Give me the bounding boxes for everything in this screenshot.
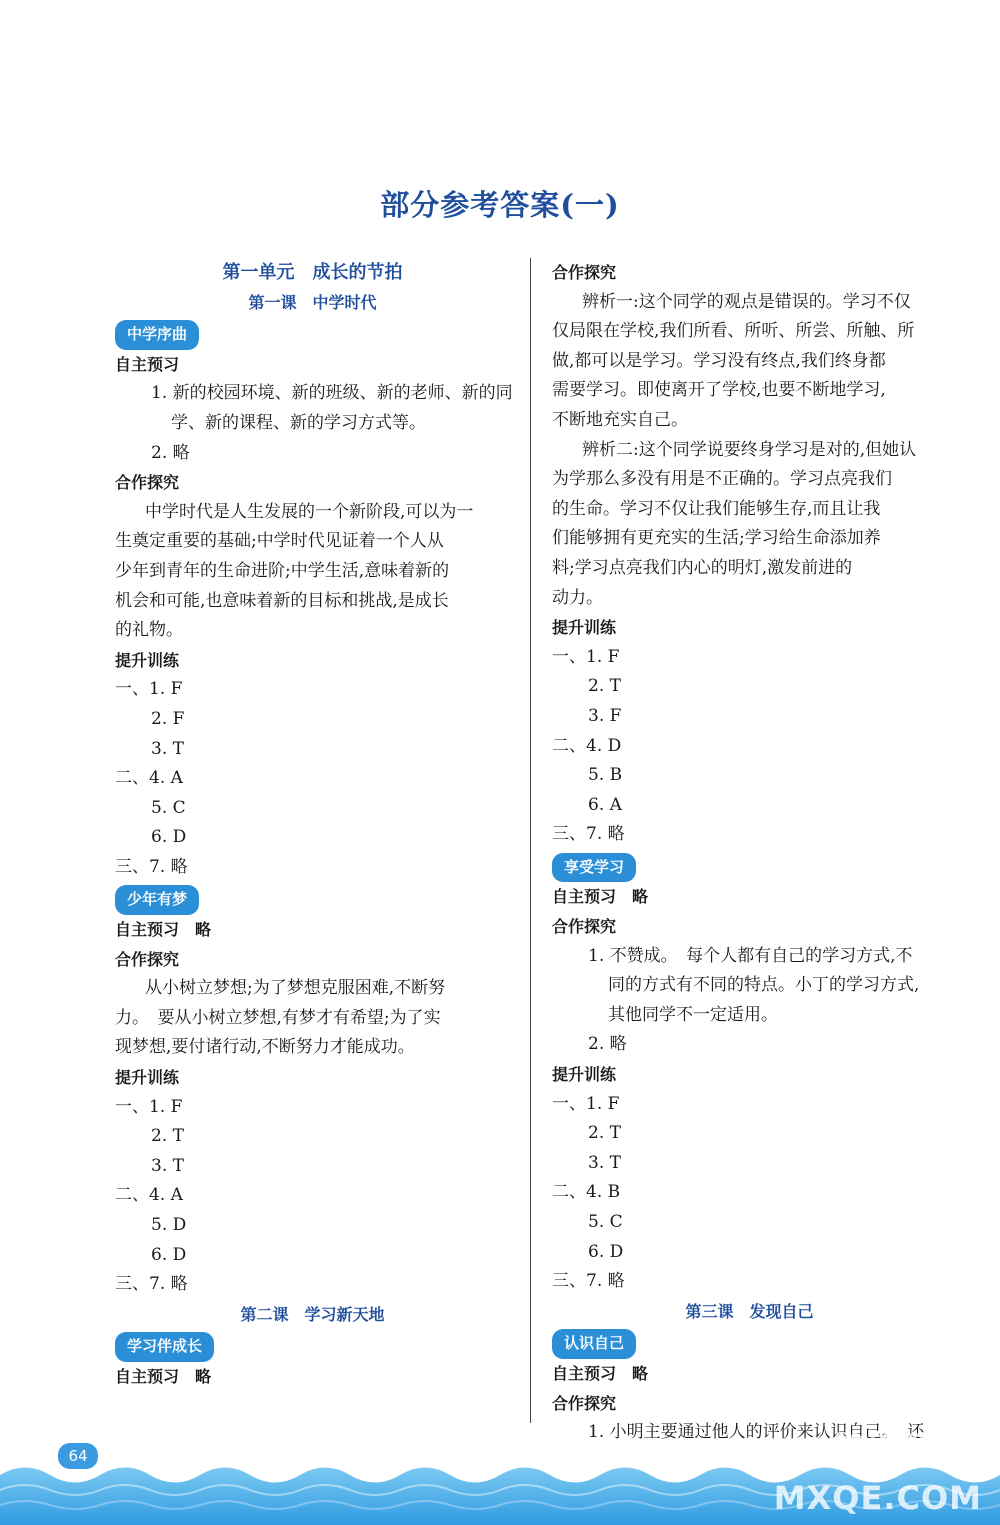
answer-line: 三、7. 略 — [552, 1271, 625, 1292]
right-column — [552, 258, 947, 1448]
answer-line: 一、1. F — [115, 1096, 183, 1117]
answer-line: 5. B — [588, 765, 623, 786]
subheading: 提升训练 — [115, 650, 180, 670]
answer-line: 2. F — [151, 708, 185, 729]
answer-line: 料;学习点亮我们内心的明灯,激发前进的 — [552, 557, 853, 578]
page-title: 部分参考答案(一) — [380, 188, 620, 222]
answer-line: 3. T — [588, 1152, 621, 1173]
answer-line: 的生命。学习不仅让我们能够生存,而且让我 — [552, 498, 881, 519]
answer-line: 做,都可以是学习。学习没有终点,我们终身都 — [552, 350, 886, 371]
answer-line: 5. D — [151, 1215, 187, 1235]
answer-line: 二、4. B — [552, 1182, 621, 1203]
answer-line: 机会和可能,也意味着新的目标和挑战,是成长 — [115, 590, 449, 611]
subheading: 自主预习 略 — [552, 1363, 649, 1383]
lesson-title: 第二课 学习新天地 — [240, 1304, 385, 1324]
answer-line: 二、4. D — [552, 735, 622, 756]
answer-line: 需要学习。即使离开了学校,也要不断地学习, — [552, 380, 886, 401]
answer-line: 3. F — [588, 705, 622, 726]
answer-line: 二、4. A — [115, 1185, 183, 1206]
watermark-logo: 答案圈 — [831, 1430, 940, 1471]
section-tag — [552, 1329, 636, 1359]
answer-line: 仅局限在学校,我们所看、所听、所尝、所触、所 — [552, 321, 915, 342]
section-tag-label: 享受学习 — [558, 856, 630, 878]
column-divider — [530, 258, 531, 1423]
left-column — [115, 258, 513, 1392]
answer-line: 辨析二:这个同学说要终身学习是对的,但她认 — [582, 439, 917, 460]
page-number: 64 — [58, 1443, 98, 1469]
section-tag-label: 中学序曲 — [121, 323, 193, 345]
answer-line: 三、7. 略 — [115, 1274, 188, 1295]
answer-line: 1. 小明主要通过他人的评价来认识自己。 还 — [588, 1422, 925, 1443]
answer-line: 2. 略 — [588, 1034, 627, 1055]
subheading: 提升训练 — [552, 1065, 617, 1085]
answer-line: 二、4. A — [115, 768, 183, 789]
answer-line: 5. C — [151, 797, 186, 818]
answer-line: 不断地充实自己。 — [552, 409, 688, 430]
answer-line: 的礼物。 — [115, 620, 183, 641]
section-tag-label: 学习伴成长 — [121, 1335, 208, 1357]
subheading: 自主预习 — [115, 354, 180, 374]
subheading: 提升训练 — [115, 1068, 180, 1088]
answer-line: 3. T — [151, 1155, 184, 1176]
section-tag-label: 少年有梦 — [121, 888, 193, 910]
answer-line: 辨析一:这个同学的观点是错误的。学习不仅 — [582, 291, 911, 312]
answer-line: 三、7. 略 — [115, 856, 188, 877]
section-tag-label: 认识自己 — [558, 1332, 630, 1354]
answer-line: 三、7. 略 — [552, 824, 625, 845]
answer-line: 学、新的课程、新的学习方式等。 — [171, 412, 426, 433]
subheading: 合作探究 — [115, 473, 180, 493]
answer-line: 6. D — [588, 1241, 624, 1262]
watermark-text: MXQE.COM — [773, 1479, 982, 1517]
answer-line: 中学时代是人生发展的一个新阶段,可以为一 — [145, 501, 474, 522]
answer-line: 1. 不赞成。 每个人都有自己的学习方式,不 — [588, 945, 913, 966]
section-tag — [552, 853, 636, 883]
answer-line: 2. T — [588, 1123, 621, 1144]
answer-line: 6. D — [151, 1244, 187, 1265]
answer-line: 们能够拥有更充实的生活;学习给生命添加养 — [552, 528, 881, 549]
subheading: 自主预习 略 — [115, 1366, 212, 1386]
subheading: 合作探究 — [115, 949, 180, 969]
answer-line: 1. 新的校园环境、新的班级、新的老师、新的同 — [151, 383, 513, 404]
answer-line: 6. A — [588, 794, 622, 815]
answer-line: 从小树立梦想;为了梦想克服困难,不断努 — [145, 978, 446, 999]
answer-line: 动力。 — [552, 587, 603, 608]
answer-line: 6. D — [151, 827, 187, 848]
answer-line: 力。 要从小树立梦想,有梦才有希望;为了实 — [115, 1007, 441, 1028]
subheading: 提升训练 — [552, 618, 617, 638]
answer-line: 2. T — [151, 1126, 184, 1147]
section-tag — [115, 1332, 214, 1362]
answer-line: 现梦想,要付诸行动,不断努力才能成功。 — [115, 1037, 415, 1058]
answer-line: 一、1. F — [115, 679, 183, 700]
section-tag — [115, 885, 199, 915]
answer-line: 生奠定重要的基础;中学时代见证着一个人从 — [115, 531, 444, 552]
answer-line: 同的方式有不同的特点。小丁的学习方式, — [608, 975, 920, 996]
subheading: 自主预习 略 — [115, 920, 212, 940]
answer-line: 为学那么多没有用是不正确的。学习点亮我们 — [552, 469, 892, 490]
section-tag — [115, 320, 199, 350]
subheading: 合作探究 — [552, 263, 617, 282]
answer-line: 其他同学不一定适用。 — [608, 1004, 778, 1025]
answer-line: 少年到青年的生命进阶;中学生活,意味着新的 — [115, 560, 450, 581]
subheading: 合作探究 — [552, 1393, 617, 1413]
answer-line: 5. C — [588, 1212, 623, 1232]
subheading: 合作探究 — [552, 917, 617, 937]
subheading: 自主预习 略 — [552, 887, 649, 907]
answer-line: 2. T — [588, 676, 621, 697]
answer-line: 一、1. F — [552, 646, 620, 667]
lesson-title: 第三课 发现自己 — [685, 1301, 814, 1321]
lesson-title: 第一课 中学时代 — [248, 292, 377, 312]
answer-line: 3. T — [151, 738, 184, 759]
unit-title: 第一单元 成长的节拍 — [222, 262, 403, 283]
answer-line: 一、1. F — [552, 1093, 620, 1114]
answer-line: 2. 略 — [151, 442, 190, 463]
